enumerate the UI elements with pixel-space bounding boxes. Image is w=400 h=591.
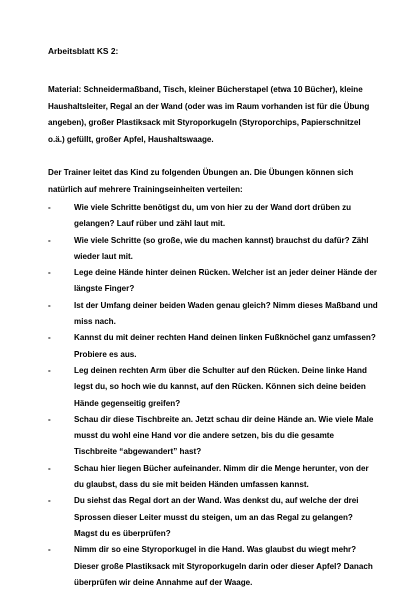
exercise-item xyxy=(48,542,378,591)
exercise-text: Wie viele Schritte benötigst du, um von hier zu der Wand dort drüben zu gelangen? Lauf rüber und zähl laut mit. xyxy=(74,203,352,229)
exercise-item xyxy=(48,298,378,331)
exercise-item xyxy=(48,412,378,461)
exercise-text: Ist der Umfang deiner beiden Waden genau gleich? Nimm dieses Maßband und miss nach. xyxy=(74,300,378,327)
list-bullet: - xyxy=(48,333,51,343)
exercise-item xyxy=(48,461,378,494)
exercise-list xyxy=(48,200,378,591)
exercise-item xyxy=(48,363,378,412)
exercise-item xyxy=(48,265,378,298)
exercise-text: Schau hier liegen Bücher aufeinander. Nimm dir die Menge herunter, von der du glaubst, dass du sie mit beiden Händen umfassen kannst. xyxy=(74,463,369,490)
list-bullet: - xyxy=(48,235,51,245)
material-paragraph: Material: Schneidermaßband, Tisch, kleiner Bücherstapel (etwa 10 Bücher), kleine Haushaltsleiter, Regal an der Wand (oder was im Raum vorhanden ist für die Übung angeben), großer Plastiksack mit Styroporkugeln (Styroporchips, Papierschnitzel o.ä.) gefüllt, großer Apfel, Haushaltswaage. xyxy=(48,85,370,144)
exercise-item xyxy=(48,233,378,266)
list-bullet: - xyxy=(48,203,51,212)
worksheet-title: Arbeitsblatt KS 2: xyxy=(48,46,119,56)
list-bullet: - xyxy=(48,414,51,424)
list-bullet: - xyxy=(48,545,51,555)
exercise-item xyxy=(48,200,378,233)
list-bullet: - xyxy=(48,300,51,310)
exercise-text: Kannst du mit deiner rechten Hand deinen linken Fußknöchel ganz umfassen? Probiere es aus. xyxy=(74,333,376,359)
exercise-item xyxy=(48,330,378,363)
exercise-text: Wie viele Schritte (so große, wie du machen kannst) brauchst du dafür? Zähl wieder laut mit. xyxy=(74,235,369,261)
exercise-text: Du siehst das Regal dort an der Wand. Was denkst du, auf welche der drei Sprossen dieser Leiter musst du steigen, um an das Regal zu gelangen? Magst du es überprüfen? xyxy=(74,496,359,538)
intro-paragraph: Der Trainer leitet das Kind zu folgenden Übungen an. Die Übungen können sich natürlich auf mehrere Trainingseinheiten verteilen: xyxy=(48,168,354,194)
list-bullet: - xyxy=(48,463,51,473)
exercise-item xyxy=(48,493,378,542)
list-bullet: - xyxy=(48,365,51,375)
list-bullet: - xyxy=(48,268,51,278)
exercise-text: Lege deine Hände hinter deinen Rücken. Welcher ist an jeder deiner Hände der längste Finger? xyxy=(74,268,377,294)
list-bullet: - xyxy=(48,496,51,506)
exercise-text: Nimm dir so eine Styroporkugel in die Hand. Was glaubst du wiegt mehr? Dieser große Plastiksack mit Styroporkugeln darin oder dieser Apfel? Danach überprüfen wir deine Annahme auf der Waage. xyxy=(74,545,373,587)
exercise-text: Leg deinen rechten Arm über die Schulter auf den Rücken. Deine linke Hand legst du, so hoch wie du kannst, auf den Rücken. Können sich deine beiden Hände gegenseitig greifen? xyxy=(74,365,367,408)
exercise-text: Schau dir diese Tischbreite an. Jetzt schau dir deine Hände an. Wie viele Male musst du wohl eine Hand vor die andere setzen, bis du die gesamte Tischbreite “abgewandert” hast? xyxy=(74,414,374,457)
